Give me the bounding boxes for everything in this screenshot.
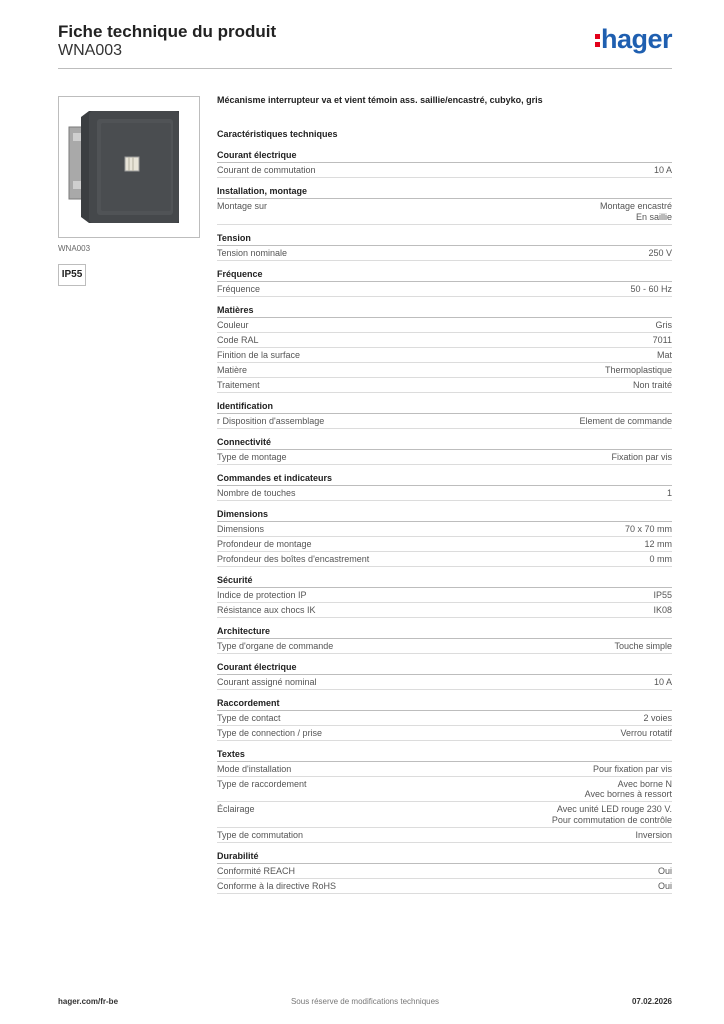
spec-label: Courant assigné nominal bbox=[217, 676, 317, 687]
section-title: Installation, montage bbox=[217, 185, 672, 199]
spec-value: 250 V bbox=[648, 247, 672, 258]
section-title: Tension bbox=[217, 232, 672, 246]
spec-section bbox=[217, 508, 672, 567]
spec-label: Type de commutation bbox=[217, 829, 304, 840]
section-title: Textes bbox=[217, 748, 672, 762]
spec-label: Indice de protection IP bbox=[217, 589, 307, 600]
spec-value: Fixation par vis bbox=[611, 451, 672, 462]
spec-label: Éclairage bbox=[217, 804, 255, 814]
spec-row bbox=[217, 588, 672, 603]
spec-value: Avec borne N Avec bornes à ressort bbox=[584, 778, 672, 799]
spec-section bbox=[217, 268, 672, 297]
spec-section bbox=[217, 574, 672, 618]
spec-section bbox=[217, 185, 672, 225]
spec-row bbox=[217, 282, 672, 297]
spec-value: Non traité bbox=[632, 379, 672, 390]
spec-row bbox=[217, 675, 672, 690]
spec-value: Montage encastré En saillie bbox=[599, 201, 672, 222]
spec-section bbox=[217, 697, 672, 741]
spec-label: Couleur bbox=[217, 319, 249, 330]
spec-label: Profondeur des boîtes d'encastrement bbox=[217, 553, 370, 564]
spec-label: r Disposition d'assemblage bbox=[217, 415, 325, 426]
spec-label: Mode d'installation bbox=[217, 763, 292, 774]
spec-label: Traitement bbox=[217, 379, 260, 390]
spec-row bbox=[217, 333, 672, 348]
spec-label: Type de connection / prise bbox=[217, 727, 323, 738]
spec-row bbox=[217, 378, 672, 393]
spec-value: 7011 bbox=[652, 334, 672, 345]
product-description: Mécanisme interrupteur va et vient témoin ass. saillie/encastré, cubyko, gris bbox=[217, 95, 543, 105]
spec-value: IK08 bbox=[653, 604, 672, 615]
switch-illustration-icon bbox=[59, 97, 199, 237]
spec-label: Conforme à la directive RoHS bbox=[217, 880, 337, 891]
spec-label: Finition de la surface bbox=[217, 349, 301, 360]
spec-row bbox=[217, 522, 672, 537]
section-title: Sécurité bbox=[217, 574, 672, 588]
spec-label: Courant de commutation bbox=[217, 165, 316, 175]
spec-section bbox=[217, 400, 672, 429]
section-title: Raccordement bbox=[217, 697, 672, 711]
spec-label: Type de contact bbox=[217, 712, 281, 723]
spec-row bbox=[217, 802, 672, 828]
header-divider bbox=[58, 68, 672, 69]
spec-title: Caractéristiques techniques bbox=[217, 129, 338, 139]
spec-label: Nombre de touches bbox=[217, 487, 296, 498]
spec-section bbox=[217, 232, 672, 261]
spec-value: 10 A bbox=[653, 676, 672, 687]
spec-row bbox=[217, 552, 672, 567]
spec-row bbox=[217, 318, 672, 333]
spec-label: Résistance aux chocs IK bbox=[217, 604, 316, 615]
spec-value: 2 voies bbox=[643, 712, 672, 723]
section-title: Connectivité bbox=[217, 436, 672, 450]
product-image bbox=[58, 96, 200, 238]
spec-row bbox=[217, 864, 672, 879]
spec-row bbox=[217, 163, 672, 178]
spec-value: Gris bbox=[655, 319, 672, 330]
section-title: Fréquence bbox=[217, 268, 672, 282]
spec-value: Element de commande bbox=[579, 415, 672, 426]
spec-row bbox=[217, 777, 672, 803]
section-title: Courant électrique bbox=[217, 149, 672, 163]
spec-row bbox=[217, 828, 672, 843]
section-title: Architecture bbox=[217, 625, 672, 639]
spec-section bbox=[217, 748, 672, 843]
spec-row bbox=[217, 486, 672, 501]
footer-website: hager.com/fr-be bbox=[58, 997, 119, 1006]
spec-value: Touche simple bbox=[614, 640, 672, 651]
logo-dots-icon bbox=[595, 29, 600, 49]
spec-value: 70 x 70 mm bbox=[624, 523, 672, 534]
spec-value: Thermoplastique bbox=[604, 364, 672, 375]
spec-section bbox=[217, 472, 672, 501]
spec-label: Montage sur bbox=[217, 201, 268, 211]
spec-value: 12 mm bbox=[644, 538, 672, 549]
spec-label: Type de raccordement bbox=[217, 778, 307, 789]
spec-row bbox=[217, 726, 672, 741]
spec-section bbox=[217, 625, 672, 654]
section-title: Dimensions bbox=[217, 508, 672, 522]
spec-label: Profondeur de montage bbox=[217, 538, 312, 549]
product-reference: WNA003 bbox=[58, 42, 123, 59]
spec-row bbox=[217, 537, 672, 552]
spec-value: Oui bbox=[657, 865, 672, 876]
spec-section bbox=[217, 661, 672, 690]
spec-section bbox=[217, 436, 672, 465]
spec-row bbox=[217, 199, 672, 225]
spec-value: 50 - 60 Hz bbox=[630, 283, 672, 294]
spec-label: Tension nominale bbox=[217, 247, 288, 258]
section-title: Identification bbox=[217, 400, 672, 414]
image-caption: WNA003 bbox=[58, 244, 91, 253]
spec-value: 1 bbox=[666, 487, 672, 498]
spec-value: Verrou rotatif bbox=[620, 727, 672, 738]
hager-logo bbox=[595, 24, 672, 55]
spec-value: IP55 bbox=[653, 589, 672, 600]
spec-value: Oui bbox=[657, 880, 672, 891]
ip-rating-badge: IP55 bbox=[58, 264, 86, 286]
spec-content bbox=[217, 92, 672, 894]
spec-value: 0 mm bbox=[649, 553, 672, 564]
spec-label: Type d'organe de commande bbox=[217, 640, 334, 651]
spec-value: 10 A bbox=[653, 165, 672, 175]
spec-value: Mat bbox=[656, 349, 672, 360]
spec-label: Type de montage bbox=[217, 451, 287, 462]
spec-value: Avec unité LED rouge 230 V. Pour commutation de contrôle bbox=[551, 804, 672, 825]
section-title: Matières bbox=[217, 304, 672, 318]
spec-section bbox=[217, 149, 672, 178]
spec-value: Pour fixation par vis bbox=[592, 763, 672, 774]
section-title: Durabilité bbox=[217, 850, 672, 864]
spec-section bbox=[217, 850, 672, 894]
spec-sections bbox=[217, 149, 672, 894]
spec-row bbox=[217, 603, 672, 618]
spec-label: Code RAL bbox=[217, 334, 259, 345]
document-title: Fiche technique du produit bbox=[58, 22, 277, 41]
spec-row bbox=[217, 414, 672, 429]
spec-row bbox=[217, 450, 672, 465]
spec-row bbox=[217, 762, 672, 777]
spec-label: Fréquence bbox=[217, 283, 261, 294]
spec-row bbox=[217, 363, 672, 378]
footer-date: 07.02.2026 bbox=[631, 997, 672, 1006]
spec-row bbox=[217, 711, 672, 726]
spec-row bbox=[217, 639, 672, 654]
spec-row bbox=[217, 246, 672, 261]
spec-section bbox=[217, 304, 672, 393]
footer-notice: Sous réserve de modifications techniques bbox=[290, 997, 440, 1006]
spec-row bbox=[217, 348, 672, 363]
logo-text: hager bbox=[600, 24, 672, 54]
section-title: Courant électrique bbox=[217, 661, 672, 675]
spec-label: Matière bbox=[217, 364, 248, 375]
spec-label: Dimensions bbox=[217, 523, 265, 534]
spec-value: Inversion bbox=[635, 829, 672, 840]
spec-row bbox=[217, 879, 672, 894]
page-header bbox=[58, 20, 672, 70]
spec-label: Conformité REACH bbox=[217, 865, 296, 876]
section-title: Commandes et indicateurs bbox=[217, 472, 672, 486]
